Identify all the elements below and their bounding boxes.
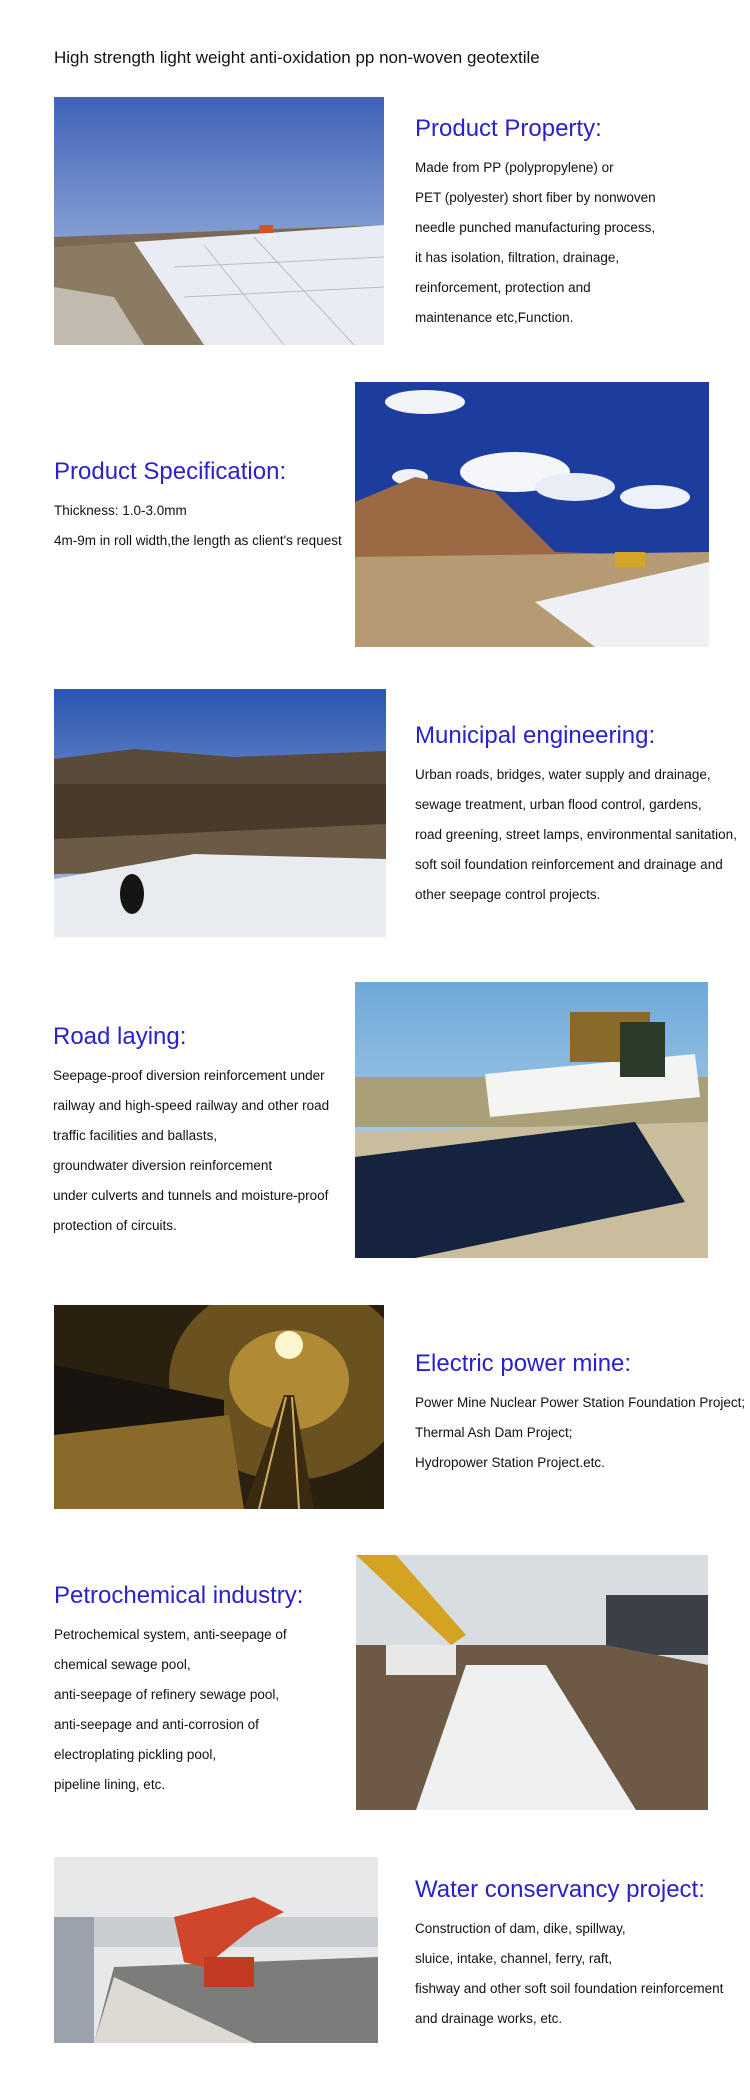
highland-worker-geotextile-photo [54, 689, 386, 937]
text-line: protection of circuits. [53, 1218, 177, 1233]
road-laying-block [53, 1023, 353, 1241]
water-conservancy-block [415, 1876, 750, 2034]
loader-laying-roll-photo [355, 982, 708, 1258]
section-text [54, 496, 354, 556]
petrochemical-industry-block [54, 1582, 354, 1800]
text-line: Urban roads, bridges, water supply and drainage, [415, 767, 711, 782]
text-line: Construction of dam, dike, spillway, [415, 1921, 626, 1936]
text-line: and drainage works, etc. [415, 2011, 563, 2026]
text-line: under culverts and tunnels and moisture-proof [53, 1188, 329, 1203]
coastal-excavator-photo [54, 1857, 378, 2043]
section-heading: Road laying: [53, 1023, 187, 1050]
text-line: other seepage control projects. [415, 887, 601, 902]
product-specification-block [54, 458, 354, 556]
section-heading: Electric power mine: [415, 1350, 632, 1377]
text-line: maintenance etc,Function. [415, 310, 574, 325]
text-line: PET (polyester) short fiber by nonwoven [415, 190, 656, 205]
text-line: Made from PP (polypropylene) or [415, 160, 614, 175]
mountain-site-geotextile-photo [355, 382, 709, 647]
text-line: anti-seepage and anti-corrosion of [54, 1717, 259, 1732]
text-line: Thermal Ash Dam Project; [415, 1425, 573, 1440]
text-line: 4m-9m in roll width,the length as client's request [54, 533, 342, 548]
section-text [415, 760, 745, 910]
snowy-slope-geotextile-photo [54, 97, 384, 345]
text-line: electroplating pickling pool, [54, 1747, 217, 1762]
text-line: Seepage-proof diversion reinforcement under [53, 1068, 325, 1083]
text-line: it has isolation, filtration, drainage, [415, 250, 620, 265]
text-line: Power Mine Nuclear Power Station Foundation Project; [415, 1395, 746, 1410]
section-text [415, 153, 745, 333]
municipal-engineering-block [415, 722, 745, 910]
text-line: fishway and other soft soil foundation reinforcement [415, 1981, 724, 1996]
electric-power-mine-block [415, 1350, 750, 1478]
text-line: groundwater diversion reinforcement [53, 1158, 273, 1173]
text-line: traffic facilities and ballasts, [53, 1128, 218, 1143]
product-property-block [415, 115, 745, 333]
text-line: railway and high-speed railway and other road [53, 1098, 330, 1113]
section-heading: Product Property: [415, 115, 602, 142]
text-line: needle punched manufacturing process, [415, 220, 656, 235]
mine-tunnel-conveyor-photo [54, 1305, 384, 1509]
page-title: High strength light weight anti-oxidation pp non-woven geotextile [54, 48, 540, 67]
section-heading: Municipal engineering: [415, 722, 656, 749]
text-line: Petrochemical system, anti-seepage of [54, 1627, 287, 1642]
text-line: Thickness: 1.0-3.0mm [54, 503, 187, 518]
text-line: sluice, intake, channel, ferry, raft, [415, 1951, 613, 1966]
section-text [54, 1620, 354, 1800]
text-line: chemical sewage pool, [54, 1657, 191, 1672]
section-heading: Product Specification: [54, 458, 287, 485]
text-line: anti-seepage of refinery sewage pool, [54, 1687, 280, 1702]
excavator-trench-photo [356, 1555, 708, 1810]
text-line: pipeline lining, etc. [54, 1777, 166, 1792]
text-line: Hydropower Station Project.etc. [415, 1455, 605, 1470]
section-heading: Petrochemical industry: [54, 1582, 304, 1609]
section-text [415, 1914, 750, 2034]
text-line: reinforcement, protection and [415, 280, 591, 295]
section-text [415, 1388, 750, 1478]
section-heading: Water conservancy project: [415, 1876, 705, 1903]
text-line: sewage treatment, urban flood control, gardens, [415, 797, 702, 812]
section-text [53, 1061, 353, 1241]
text-line: soft soil foundation reinforcement and drainage and [415, 857, 723, 872]
text-line: road greening, street lamps, environmental sanitation, [415, 827, 737, 842]
